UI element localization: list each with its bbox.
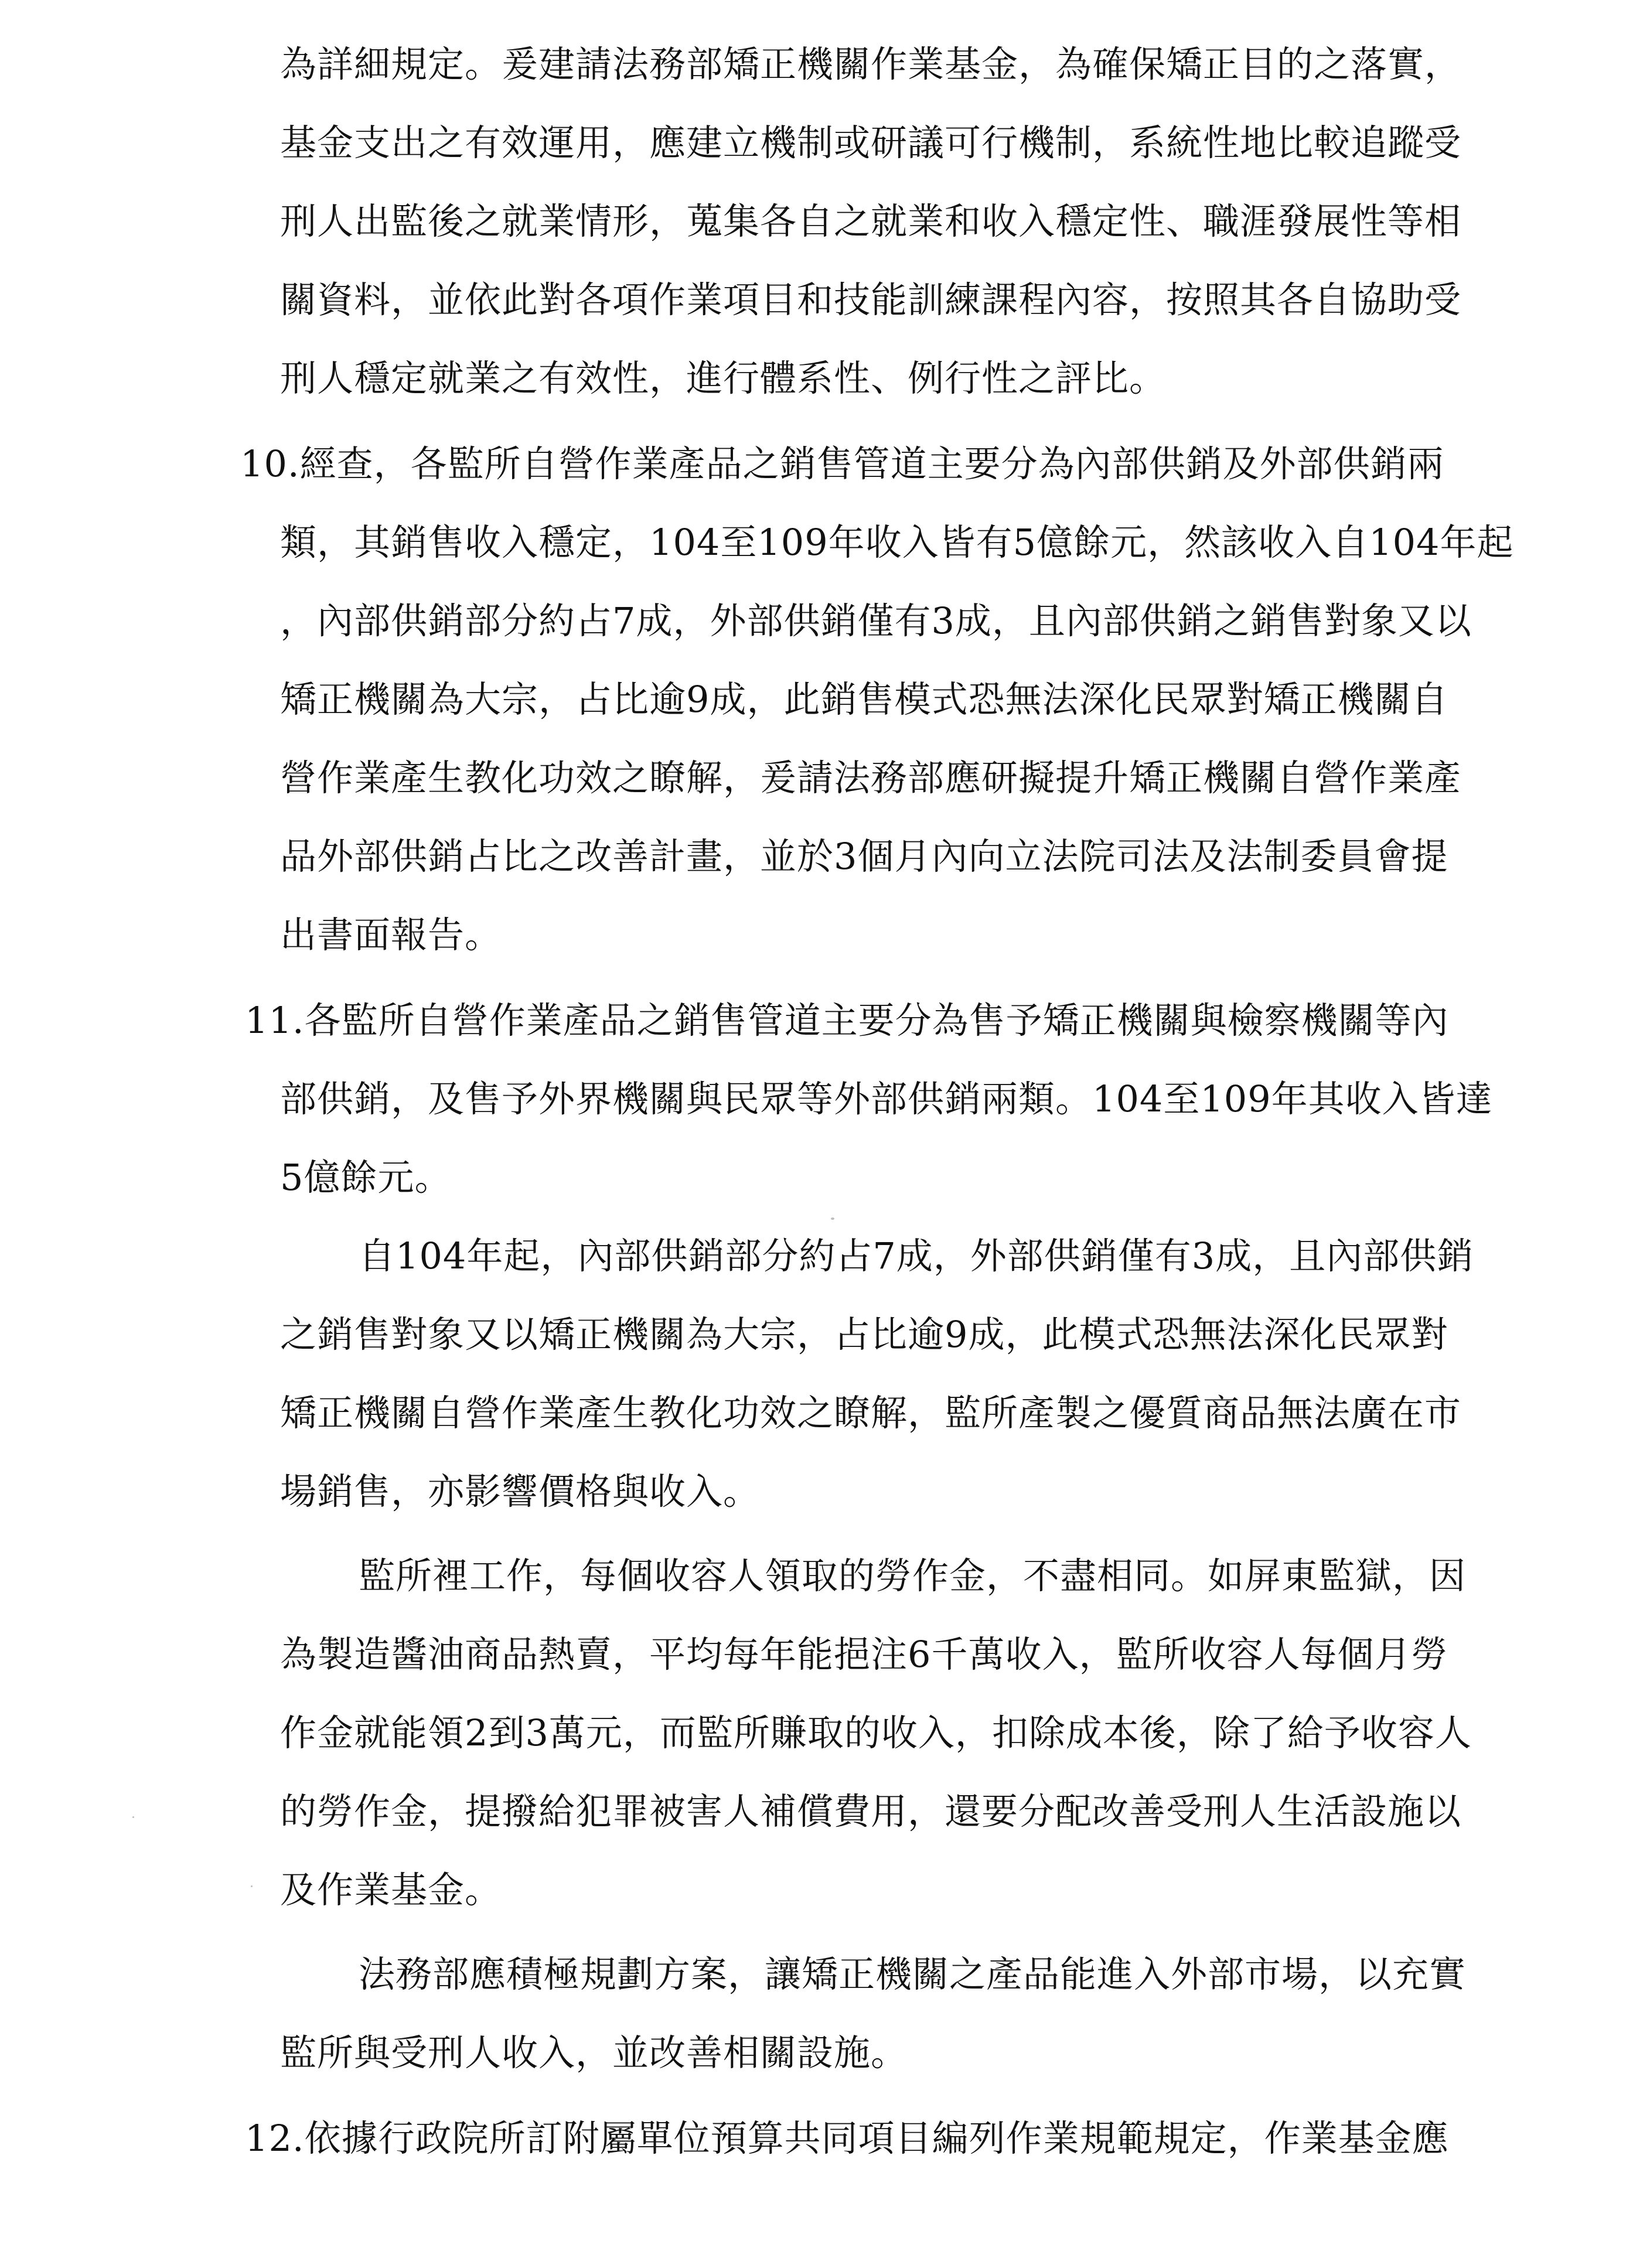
text-line: 為製造醬油商品熱賣，平均每年能挹注6千萬收入，監所收容人每個月勞 <box>280 1633 1448 1676</box>
text-line: ，內部供銷部分約占7成，外部供銷僅有3成，且內部供銷之銷售對象又以 <box>280 599 1472 642</box>
text-line: 及作業基金。 <box>280 1868 502 1911</box>
text-line: 11.各監所自營作業產品之銷售管道主要分為售予矯正機關與檢察機關等內 <box>245 999 1449 1042</box>
text-line: 為詳細規定。爰建請法務部矯正機關作業基金，為確保矯正目的之落實， <box>280 43 1462 86</box>
text-line: 的勞作金，提撥給犯罪被害人補償費用，還要分配改善受刑人生活設施以 <box>280 1790 1462 1833</box>
text-line: 矯正機關自營作業產生教化功效之瞭解，監所產製之優質商品無法廣在市 <box>280 1392 1462 1434</box>
text-line: 關資料，並依此對各項作業項目和技能訓練課程內容，按照其各自協助受 <box>280 278 1462 321</box>
text-line: 自104年起，內部供銷部分約占7成，外部供銷僅有3成，且內部供銷 <box>359 1234 1474 1277</box>
text-line: 部供銷，及售予外界機關與民眾等外部供銷兩類。104至109年其收入皆達 <box>280 1077 1493 1120</box>
text-line: 5億餘元。 <box>280 1156 452 1199</box>
text-line: 場銷售，亦影響價格與收入。 <box>280 1470 761 1513</box>
text-line: 矯正機關為大宗，占比逾9成，此銷售模式恐無法深化民眾對矯正機關自 <box>280 678 1448 721</box>
scan-speck <box>132 1816 134 1818</box>
scan-speck <box>831 1217 834 1220</box>
text-line: 作金就能領2到3萬元，而監所賺取的收入，扣除成本後，除了給予收容人 <box>280 1711 1472 1754</box>
text-line: 10.經查，各監所自營作業產品之銷售管道主要分為內部供銷及外部供銷兩 <box>240 442 1444 485</box>
text-line: 基金支出之有效運用，應建立機制或研議可行機制，系統性地比較追蹤受 <box>280 121 1462 164</box>
text-line: 刑人穩定就業之有效性，進行體系性、例行性之評比。 <box>280 357 1167 400</box>
text-line: 之銷售對象又以矯正機關為大宗，占比逾9成，此模式恐無法深化民眾對 <box>280 1313 1448 1356</box>
scan-speck <box>251 1885 253 1887</box>
text-line: 12.依據行政院所訂附屬單位預算共同項目編列作業規範規定，作業基金應 <box>245 2117 1449 2160</box>
text-line: 刑人出監後之就業情形，蒐集各自之就業和收入穩定性、職涯發展性等相 <box>280 200 1462 243</box>
text-line: 監所與受刑人收入，並改善相關設施。 <box>280 2031 908 2074</box>
text-line: 出書面報告。 <box>280 913 502 956</box>
text-line: 類，其銷售收入穩定，104至109年收入皆有5億餘元，然該收入自104年起 <box>280 521 1514 564</box>
text-line: 監所裡工作，每個收容人領取的勞作金，不盡相同。如屏東監獄，因 <box>359 1554 1467 1597</box>
text-line: 營作業產生教化功效之瞭解，爰請法務部應研擬提升矯正機關自營作業產 <box>280 756 1462 799</box>
text-line: 品外部供銷占比之改善計畫，並於3個月內向立法院司法及法制委員會提 <box>280 835 1448 878</box>
text-line: 法務部應積極規劃方案，讓矯正機關之產品能進入外部市場，以充實 <box>359 1953 1467 1996</box>
